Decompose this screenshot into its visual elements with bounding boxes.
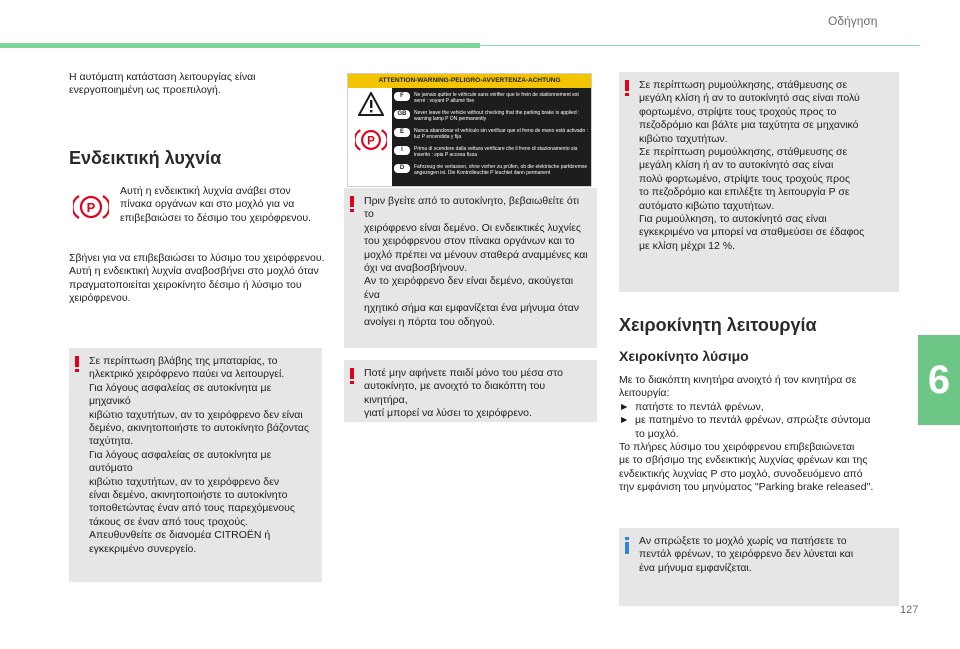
- label-text-panel: [392, 88, 591, 186]
- warning-text: Σε περίπτωση βλάβης της μπαταρίας, το ηλεκτρικό χειρόφρενο παύει να λειτουργεί. Για λόγους ασφαλείας σε αυτοκίνητα με μηχανικό κιβώτιο ταχυτήτων, αν το χειρόφρενο δεν είναι δεμένο, ακινητοποιήστε το αυτοκίνητο βάζοντας ταχύτητα. Για λόγους ασφαλείας σε αυτοκίνητα με αυτόματο κιβώτιο ταχυτήτων, αν το χειρόφρενο δεν είναι δεμένο, ακινητοποιήστε το αυτοκίνητο τοποθετώντας έναν από τους παρεχόμενους τάκους σε έναν από τους τροχούς. Απευθυνθείτε σε διανομέα CITROËN ή εγκεκριμένο συνεργείο.: [89, 355, 310, 555]
- warning-icon: [350, 196, 354, 212]
- flag-gb: GB: [394, 110, 410, 119]
- warning-triangle-icon: [358, 92, 384, 116]
- info-box-lever: [619, 528, 899, 606]
- header-accent-bar: [0, 43, 480, 48]
- label-row-gb: [394, 110, 589, 122]
- label-row-text: Ne jamais quitter le véhicule sans vérifier que le frein de stationnement est serré : voyant P allumé fixe: [414, 92, 579, 104]
- label-row-fr: [394, 92, 589, 104]
- page-number: 127: [900, 604, 919, 616]
- list-item: [619, 414, 904, 441]
- warning-box-leaving-vehicle: [344, 188, 597, 348]
- flag-es: E: [394, 128, 410, 137]
- label-parking-brake-icon: [355, 126, 387, 154]
- release-confirmation-text: Το πλήρες λύσιμο του χειρόφρενου επιβεβαιώνεται με το σβήσιμο της ενδεικτικής λυχνίας φρένων και της ενδεικτικής λυχνίας P στο μοχλό, συνοδευόμενο από την εμφάνιση του μηνύματος "Parking brake released".: [619, 441, 874, 494]
- heading-manual-mode: Χειροκίνητη λειτουργία: [619, 315, 817, 335]
- lamp-off-text: Σβήνει για να επιβεβαιώσει το λύσιμο του χειρόφρενου. Αυτή η ενδεικτική λυχνία αναβοσβήνει στο μοχλό όταν πραγματοποιείται χειροκίνητο δέσιμο ή λύσιμο του χειρόφρενου.: [69, 252, 325, 305]
- warning-text: Σε περίπτωση ρυμούλκησης, στάθμευσης σε μεγάλη κλίση ή αν το αυτοκίνητό σας είναι πολύ φορτωμένο, στρίψτε τους τροχούς προς το πεζοδρόμιο και βάλτε μια ταχύτητα σε μηχανικό κιβώτιο ταχυτήτων. Σε περίπτωση ρυμούλκησης, στάθμευσης σε μεγάλη κλίση ή αν το αυτοκίνητό σας είναι πολύ φορτωμένο, στρίψτε τους τροχούς προς το πεζοδρόμιο και επιλέξτε τη λειτουργία P σε αυτόματο κιβώτιο ταχυτήτων. Για ρυμούλκηση, το αυτοκίνητό σας είναι εγκεκριμένο να μπορεί να σταθμεύσει σε έδαφος με κλίση μέχρι 12 %.: [639, 79, 865, 252]
- warning-label-image: [347, 73, 592, 187]
- header-rule: [480, 45, 920, 46]
- label-row-it: [394, 146, 589, 158]
- flag-de: D: [394, 164, 410, 173]
- info-icon: [625, 537, 629, 554]
- flag-it: I: [394, 146, 410, 155]
- label-row-es: [394, 128, 589, 140]
- warning-icon: [75, 356, 79, 372]
- list-item-text: με πατημένο το πεντάλ φρένων, σπρώξτε σύντομα το μοχλό.: [635, 414, 871, 440]
- label-row-text: Nunca abandonar el vehículo sin verificar que el freno de mano está activado : luz P encendida y fija: [414, 128, 588, 140]
- label-row-text: Never leave the vehicle without checking that the parking brake is applied : warning lamp P ON permanently: [414, 110, 580, 122]
- lamp-description: Αυτή η ενδεικτική λυχνία ανάβει στον πίνακα οργάνων και στο μοχλό για να επιβεβαιώσει το δέσιμο του χειρόφρενου.: [120, 185, 311, 224]
- section-title: Οδήγηση: [828, 14, 878, 28]
- chapter-tab: 6: [918, 335, 960, 425]
- subheading-manual-release: Χειροκίνητο λύσιμο: [619, 348, 749, 364]
- info-text: Αν σπρώξετε το μοχλό χωρίς να πατήσετε το πεντάλ φρένων, το χειρόφρενο δεν λύνεται και ένα μήνυμα εμφανίζεται.: [639, 535, 854, 574]
- svg-text:P: P: [86, 200, 96, 215]
- instructions-intro: Με το διακόπτη κινητήρα ανοιχτό ή τον κινητήρα σε λειτουργία:: [619, 374, 857, 400]
- label-row-text: Prima di scendere dalla vettura verificare che il freno di stazionamento sia inserito : spia P accesa fissa: [414, 146, 578, 158]
- label-row-text: Fahrzeug nie verlassen, ohne vorher zu prüfen, ob die elektrische parkbremse angezogen ist. Die Kontrolleuchte P leuchtet dann permanent: [414, 164, 588, 176]
- label-row-de: [394, 164, 589, 176]
- intro-text: Η αυτόματη κατάσταση λειτουργίας είναι ενεργοποιημένη ως προεπιλογή.: [69, 71, 256, 97]
- label-header: ATTENTION-WARNING-PELIGRO-AVVERTENZA-ACHTUNG: [348, 74, 591, 88]
- manual-release-instructions: [619, 374, 904, 495]
- warning-icon: [350, 368, 354, 384]
- warning-text: Πριν βγείτε από το αυτοκίνητο, βεβαιωθείτε ότι το χειρόφρενο είναι δεμένο. Οι ενδεικτικές λυχνίες του χειρόφρενου στον πίνακα οργάνων και το μοχλό πρέπει να μένουν σταθερά αναμμένες και όχι να αναβοσβήνουν. Αν το χειρόφρενο δεν είναι δεμένο, ακούγεται ένα ηχητικό σήμα και εμφανίζεται ένα μήνυμα όταν ανοίγει η πόρτα του οδηγού.: [364, 195, 588, 328]
- list-item: [619, 401, 904, 414]
- parking-brake-icon: [73, 192, 109, 222]
- warning-box-child: [344, 360, 597, 422]
- warning-icon: [625, 80, 629, 96]
- list-item-text: πατήστε το πεντάλ φρένων,: [635, 400, 764, 413]
- warning-box-towing: [619, 72, 899, 292]
- flag-fr: F: [394, 92, 410, 101]
- heading-indicator-lamp: Ενδεικτική λυχνία: [69, 148, 222, 168]
- bullet-arrow-icon: ►: [619, 414, 630, 427]
- warning-box-battery: [69, 348, 322, 582]
- svg-text:P: P: [367, 135, 375, 148]
- bullet-arrow-icon: ►: [619, 400, 630, 413]
- warning-text: Ποτέ μην αφήνετε παιδί μόνο του μέσα στο αυτοκίνητο, με ανοιχτό το διακόπτη του κινητήρα, γιατί μπορεί να λύσει το χειρόφρενο.: [364, 367, 563, 420]
